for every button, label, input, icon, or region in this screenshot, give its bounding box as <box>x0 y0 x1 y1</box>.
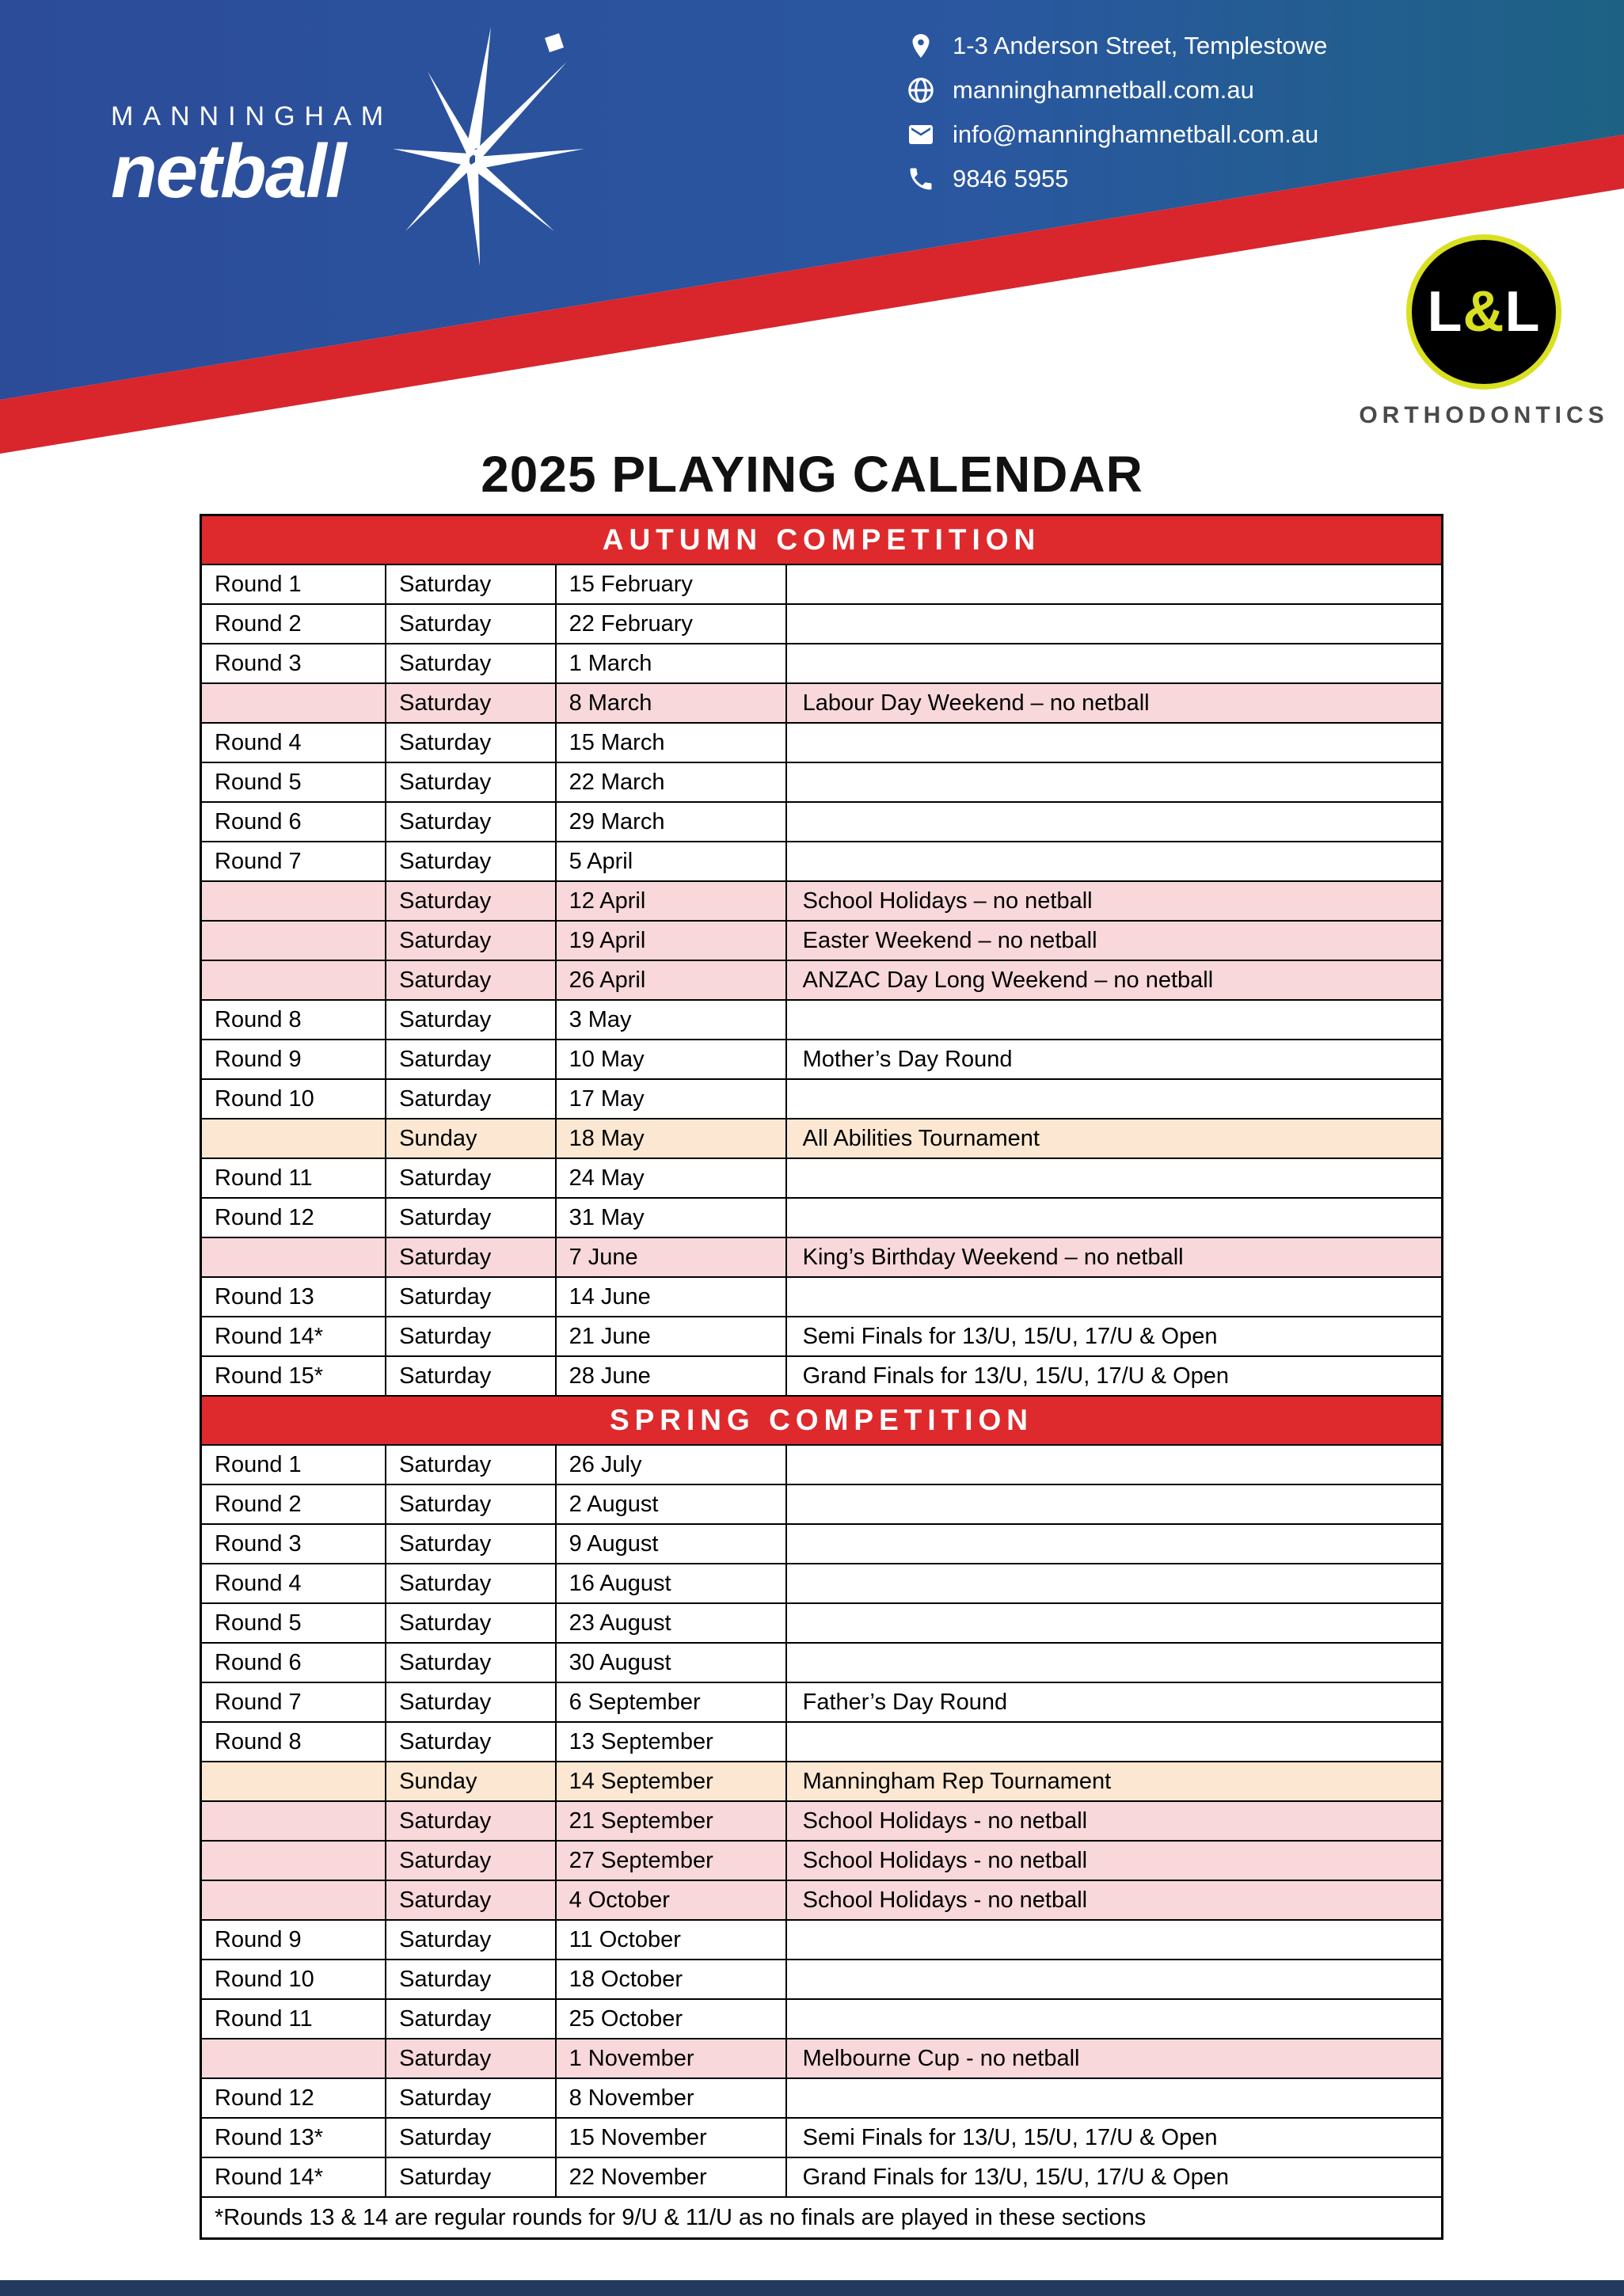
day-cell: Saturday <box>386 1960 556 1998</box>
date-cell: 15 March <box>557 724 787 762</box>
day-cell: Saturday <box>386 2079 556 2117</box>
calendar-row <box>202 1080 1441 1119</box>
contact-phone <box>907 160 1327 198</box>
day-cell: Saturday <box>386 1802 556 1840</box>
date-cell: 8 March <box>557 684 787 722</box>
footnote-text: *Rounds 13 & 14 are regular rounds for 9/U & 11/U as no finals are played in these sections <box>215 2204 1147 2230</box>
date-cell: 30 August <box>557 1644 787 1682</box>
date-cell: 7 June <box>557 1238 787 1276</box>
calendar-row <box>202 1723 1441 1762</box>
note-cell <box>787 1960 1441 1998</box>
calendar-row <box>202 1604 1441 1644</box>
date-cell: 26 April <box>557 961 787 999</box>
calendar-row <box>202 1001 1441 1040</box>
day-cell: Saturday <box>386 922 556 960</box>
calendar-row <box>202 2119 1441 2158</box>
note-cell: School Holidays - no netball <box>802 1847 1088 1873</box>
calendar-row <box>202 1040 1441 1080</box>
sponsor-letter-2: L <box>1504 280 1541 344</box>
day-cell: Saturday <box>386 1723 556 1761</box>
day-cell: Saturday <box>386 2119 556 2157</box>
note-cell <box>787 1159 1441 1197</box>
calendar-row <box>202 1802 1441 1842</box>
round-cell: Round 14* <box>202 1317 386 1355</box>
round-cell: Round 12 <box>202 1199 386 1237</box>
date-cell: 25 October <box>557 2000 787 2038</box>
date-cell: 8 November <box>557 2079 787 2117</box>
contact-info <box>907 27 1327 198</box>
round-cell: Round 11 <box>202 2000 386 2038</box>
calendar-row <box>202 1842 1441 1881</box>
day-cell: Saturday <box>386 2000 556 2038</box>
starburst-icon <box>390 24 589 274</box>
round-cell: Round 15* <box>202 1357 386 1395</box>
day-cell: Saturday <box>386 1317 556 1355</box>
date-cell: 21 September <box>557 1802 787 1840</box>
note-cell <box>787 1723 1441 1761</box>
note-cell <box>787 1604 1441 1642</box>
date-cell: 23 August <box>557 1604 787 1642</box>
round-cell <box>202 1119 386 1158</box>
round-cell <box>202 1802 386 1840</box>
note-cell <box>787 1525 1441 1563</box>
note-cell <box>787 803 1441 841</box>
round-cell: Round 3 <box>202 644 386 682</box>
date-cell: 16 August <box>557 1564 787 1602</box>
date-cell: 1 November <box>557 2039 787 2077</box>
round-cell: Round 9 <box>202 1040 386 1078</box>
calendar-row <box>202 763 1441 803</box>
round-cell: Round 5 <box>202 763 386 801</box>
round-cell: Round 12 <box>202 2079 386 2117</box>
round-cell <box>202 684 386 722</box>
round-cell: Round 1 <box>202 1446 386 1484</box>
calendar-row <box>202 1921 1441 1960</box>
note-cell: School Holidays - no netball <box>802 1887 1088 1913</box>
day-cell: Saturday <box>386 684 556 722</box>
calendar-row <box>202 1159 1441 1199</box>
sponsor-name: ORTHODONTICS <box>1359 402 1609 428</box>
sponsor-monogram <box>1406 234 1561 390</box>
calendar-row <box>202 1317 1441 1357</box>
day-cell: Saturday <box>386 1604 556 1642</box>
round-cell: Round 2 <box>202 1485 386 1523</box>
date-cell: 19 April <box>557 922 787 960</box>
round-cell: Round 6 <box>202 1644 386 1682</box>
note-cell <box>787 1278 1441 1316</box>
note-cell: King’s Birthday Weekend – no netball <box>802 1244 1184 1270</box>
date-cell: 9 August <box>557 1525 787 1563</box>
date-cell: 14 September <box>557 1762 787 1800</box>
note-cell <box>787 2079 1441 2117</box>
round-cell: Round 5 <box>202 1604 386 1642</box>
globe-icon <box>907 76 935 105</box>
round-cell: Round 4 <box>202 1564 386 1602</box>
date-cell: 21 June <box>557 1317 787 1355</box>
day-cell: Saturday <box>386 1921 556 1959</box>
page-title: 2025 PLAYING CALENDAR <box>481 446 1143 503</box>
day-cell: Saturday <box>386 1446 556 1484</box>
note-cell: Labour Day Weekend – no netball <box>802 690 1150 716</box>
calendar-row <box>202 1446 1441 1485</box>
date-cell: 31 May <box>557 1199 787 1237</box>
day-cell: Saturday <box>386 1881 556 1919</box>
calendar-row <box>202 724 1441 763</box>
note-cell <box>787 842 1441 880</box>
contact-address <box>907 27 1327 65</box>
round-cell <box>202 2039 386 2077</box>
date-cell: 22 November <box>557 2158 787 2196</box>
date-cell: 22 February <box>557 605 787 643</box>
calendar-row <box>202 922 1441 961</box>
calendar-row <box>202 1762 1441 1802</box>
calendar-row <box>202 961 1441 1001</box>
calendar-row <box>202 2158 1441 2198</box>
note-cell <box>787 1921 1441 1959</box>
day-cell: Sunday <box>386 1119 556 1158</box>
round-cell <box>202 1842 386 1880</box>
calendar-row <box>202 1564 1441 1604</box>
note-cell <box>787 1564 1441 1602</box>
day-cell: Saturday <box>386 644 556 682</box>
day-cell: Saturday <box>386 882 556 920</box>
day-cell: Saturday <box>386 1644 556 1682</box>
day-cell: Saturday <box>386 1564 556 1602</box>
logo-wordmark-top: MANNINGHAM <box>111 101 394 131</box>
round-cell: Round 14* <box>202 2158 386 2196</box>
note-cell <box>787 724 1441 762</box>
day-cell: Saturday <box>386 565 556 603</box>
day-cell: Saturday <box>386 1238 556 1276</box>
contact-address-text: 1-3 Anderson Street, Templestowe <box>953 32 1328 59</box>
footnote-row <box>202 2198 1441 2237</box>
calendar-row <box>202 1199 1441 1238</box>
contact-email-text: info@manninghamnetball.com.au <box>953 120 1319 148</box>
round-cell: Round 10 <box>202 1080 386 1118</box>
date-cell: 14 June <box>557 1278 787 1316</box>
note-cell <box>787 2000 1441 2038</box>
contact-email <box>907 116 1327 154</box>
date-cell: 13 September <box>557 1723 787 1761</box>
note-cell: Semi Finals for 13/U, 15/U, 17/U & Open <box>802 1323 1218 1349</box>
email-icon <box>907 120 935 149</box>
calendar-row <box>202 1683 1441 1723</box>
calendar-row <box>202 2079 1441 2119</box>
calendar-row <box>202 605 1441 644</box>
day-cell: Saturday <box>386 1159 556 1197</box>
date-cell: 6 September <box>557 1683 787 1721</box>
calendar-row <box>202 842 1441 882</box>
note-cell: School Holidays – no netball <box>802 888 1093 914</box>
logo-wordmark-main: netball <box>111 129 345 214</box>
note-cell: School Holidays - no netball <box>802 1808 1088 1834</box>
day-cell: Saturday <box>386 1001 556 1039</box>
sponsor-logo <box>1337 234 1624 429</box>
calendar-row <box>202 1278 1441 1317</box>
date-cell: 2 August <box>557 1485 787 1523</box>
round-cell: Round 9 <box>202 1921 386 1959</box>
day-cell: Saturday <box>386 2039 556 2077</box>
note-cell: Semi Finals for 13/U, 15/U, 17/U & Open <box>802 2124 1218 2150</box>
date-cell: 17 May <box>557 1080 787 1118</box>
day-cell: Saturday <box>386 842 556 880</box>
calendar-table <box>200 514 1443 2240</box>
calendar-row <box>202 1357 1441 1397</box>
note-cell: All Abilities Tournament <box>802 1125 1040 1151</box>
calendar-row <box>202 882 1441 922</box>
date-cell: 18 May <box>557 1119 787 1158</box>
day-cell: Saturday <box>386 605 556 643</box>
note-cell: Easter Weekend – no netball <box>802 927 1097 953</box>
date-cell: 26 July <box>557 1446 787 1484</box>
date-cell: 27 September <box>557 1842 787 1880</box>
calendar-row <box>202 684 1441 724</box>
calendar-row <box>202 1960 1441 2000</box>
round-cell: Round 10 <box>202 1960 386 1998</box>
sponsor-ampersand: & <box>1462 280 1505 344</box>
date-cell: 11 October <box>557 1921 787 1959</box>
note-cell <box>787 605 1441 643</box>
date-cell: 10 May <box>557 1040 787 1078</box>
note-cell: ANZAC Day Long Weekend – no netball <box>802 967 1214 993</box>
day-cell: Saturday <box>386 1199 556 1237</box>
date-cell: 18 October <box>557 1960 787 1998</box>
round-cell: Round 3 <box>202 1525 386 1563</box>
note-cell <box>787 1644 1441 1682</box>
round-cell: Round 7 <box>202 1683 386 1721</box>
date-cell: 22 March <box>557 763 787 801</box>
calendar-row <box>202 803 1441 842</box>
round-cell: Round 8 <box>202 1001 386 1039</box>
round-cell: Round 4 <box>202 724 386 762</box>
calendar-row <box>202 1485 1441 1525</box>
day-cell: Saturday <box>386 1040 556 1078</box>
date-cell: 1 March <box>557 644 787 682</box>
round-cell: Round 2 <box>202 605 386 643</box>
manningham-netball-logo <box>111 101 393 212</box>
round-cell <box>202 1881 386 1919</box>
contact-website-text: manninghamnetball.com.au <box>953 76 1254 104</box>
date-cell: 24 May <box>557 1159 787 1197</box>
day-cell: Saturday <box>386 1485 556 1523</box>
contact-phone-text: 9846 5955 <box>953 165 1069 192</box>
calendar-row <box>202 1881 1441 1921</box>
location-pin-icon <box>907 32 935 60</box>
day-cell: Saturday <box>386 763 556 801</box>
round-cell: Round 13* <box>202 2119 386 2157</box>
day-cell: Saturday <box>386 2158 556 2196</box>
day-cell: Saturday <box>386 1525 556 1563</box>
note-cell <box>787 763 1441 801</box>
date-cell: 29 March <box>557 803 787 841</box>
calendar-row <box>202 1119 1441 1159</box>
round-cell: Round 7 <box>202 842 386 880</box>
day-cell: Saturday <box>386 1080 556 1118</box>
date-cell: 12 April <box>557 882 787 920</box>
round-cell: Round 6 <box>202 803 386 841</box>
note-cell: Melbourne Cup - no netball <box>802 2045 1080 2071</box>
note-cell <box>787 1080 1441 1118</box>
round-cell: Round 1 <box>202 565 386 603</box>
round-cell: Round 11 <box>202 1159 386 1197</box>
note-cell <box>787 644 1441 682</box>
note-cell <box>787 565 1441 603</box>
contact-website <box>907 71 1327 109</box>
note-cell <box>787 1199 1441 1237</box>
section-heading: AUTUMN COMPETITION <box>202 516 1441 565</box>
date-cell: 28 June <box>557 1357 787 1395</box>
sponsor-letter-1: L <box>1427 280 1463 344</box>
round-cell <box>202 922 386 960</box>
note-cell: Mother’s Day Round <box>802 1046 1013 1072</box>
note-cell <box>787 1485 1441 1523</box>
note-cell: Grand Finals for 13/U, 15/U, 17/U & Open <box>802 2164 1230 2190</box>
day-cell: Saturday <box>386 1683 556 1721</box>
day-cell: Sunday <box>386 1762 556 1800</box>
section-heading: SPRING COMPETITION <box>202 1397 1441 1446</box>
day-cell: Saturday <box>386 803 556 841</box>
round-cell <box>202 1238 386 1276</box>
day-cell: Saturday <box>386 1842 556 1880</box>
day-cell: Saturday <box>386 1357 556 1395</box>
note-cell: Manningham Rep Tournament <box>802 1768 1112 1794</box>
date-cell: 15 November <box>557 2119 787 2157</box>
note-cell <box>787 1446 1441 1484</box>
page-footer-bar <box>0 2280 1624 2296</box>
day-cell: Saturday <box>386 724 556 762</box>
day-cell: Saturday <box>386 1278 556 1316</box>
date-cell: 3 May <box>557 1001 787 1039</box>
calendar-row <box>202 1525 1441 1564</box>
phone-icon <box>907 165 935 193</box>
date-cell: 4 October <box>557 1881 787 1919</box>
date-cell: 15 February <box>557 565 787 603</box>
calendar-row <box>202 644 1441 684</box>
calendar-row <box>202 1238 1441 1278</box>
note-cell <box>787 1001 1441 1039</box>
round-cell <box>202 961 386 999</box>
round-cell: Round 13 <box>202 1278 386 1316</box>
round-cell <box>202 882 386 920</box>
calendar-row <box>202 1644 1441 1683</box>
round-cell: Round 8 <box>202 1723 386 1761</box>
round-cell <box>202 1762 386 1800</box>
day-cell: Saturday <box>386 961 556 999</box>
note-cell: Father’s Day Round <box>802 1689 1008 1715</box>
calendar-row <box>202 2039 1441 2079</box>
calendar-row <box>202 565 1441 605</box>
note-cell: Grand Finals for 13/U, 15/U, 17/U & Open <box>802 1363 1230 1389</box>
calendar-row <box>202 2000 1441 2039</box>
date-cell: 5 April <box>557 842 787 880</box>
